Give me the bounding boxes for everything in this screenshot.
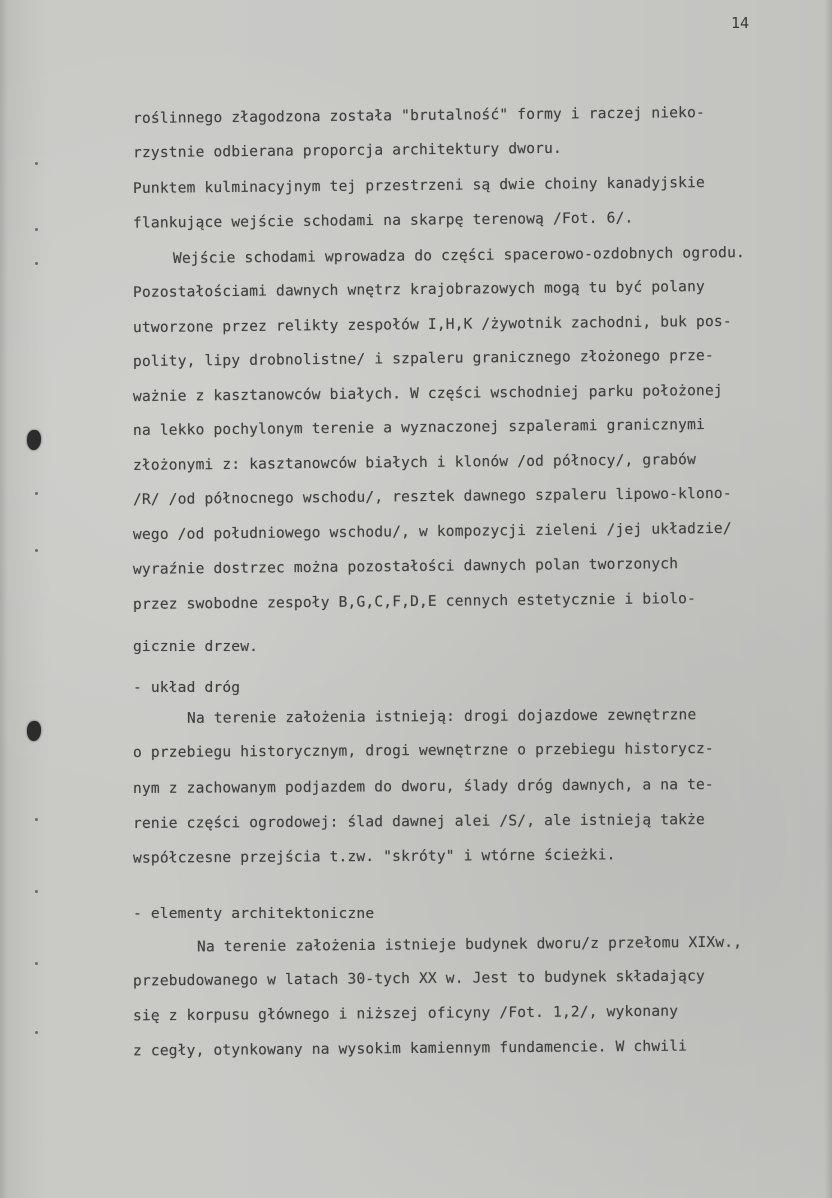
- text-line: roślinnego złagodzona została "brutalność" formy i raczej nieko-: [132, 104, 705, 127]
- section-heading: - układ dróg: [133, 679, 241, 696]
- text-line: z cegły, otynkowany na wysokim kamiennym fundamencie. W chwili: [132, 1037, 688, 1060]
- margin-speck: [35, 549, 38, 552]
- text-line: polity, lipy drobnolistne/ i szpaleru granicznego złożonego prze-: [132, 346, 714, 371]
- section-heading: - elementy architektoniczne: [133, 905, 375, 922]
- text-line: wyraźnie dostrzec można pozostałości dawnych polan tworzonych: [132, 555, 679, 578]
- punch-hole-lower: [27, 721, 41, 741]
- text-line: Pozostałościami dawnych wnętrz krajobrazowych mogą tu być polany: [132, 278, 705, 301]
- margin-speck: [35, 492, 38, 495]
- text-line: nym z zachowanym podjazdem do dworu, ślady dróg dawnych, a na te-: [132, 775, 714, 798]
- text-line: o przebiegu historycznym, drogi wewnętrzne o przebiegu historycz-: [132, 739, 714, 762]
- text-line: Punktem kulminacyjnym tej przestrzeni są dwie choiny kanadyjskie: [132, 174, 705, 197]
- text-line: /R/ /od północnego wschodu/, resztek dawnego szpaleru lipowo-klono-: [132, 484, 732, 509]
- margin-speck: [35, 818, 38, 821]
- page-number: 14: [731, 14, 750, 32]
- text-line: przebudowanego w latach 30-tych XX w. Jest to budynek składający: [132, 967, 705, 990]
- text-line: przez swobodne zespoły B,G,C,F,D,E cennych estetycznie i biolo-: [132, 590, 697, 613]
- left-page-edge: [0, 0, 8, 1198]
- text-line: wego /od południowego wschodu/, w kompozycji zieleni /jej układzie/: [132, 519, 732, 544]
- text-line: Na terenie założenia istnieją: drogi dojazdowe zewnętrzne: [186, 706, 697, 727]
- text-line: utworzone przez relikty zespołów I,H,K /żywotnik zachodni, buk pos-: [132, 312, 732, 337]
- text-line: gicznie drzew.: [133, 638, 259, 655]
- text-line: renie części ogrodowej: ślad dawnej alei /S/, ale istnieją także: [132, 811, 705, 832]
- text-line: flankujące wejście schodami na skarpę terenową /Fot. 6/.: [132, 209, 634, 232]
- text-line: na lekko pochylonym terenie a wyznaczonej szpalerami granicznymi: [132, 416, 705, 439]
- text-line: złożonymi z: kasztanowców białych i klonów /od północy/, grabów: [132, 451, 697, 474]
- right-page-edge: [824, 0, 832, 1198]
- text-line: rzystnie odbierana proporcja architektury dworu.: [132, 139, 563, 162]
- margin-speck: [35, 162, 38, 165]
- margin-speck: [35, 890, 38, 893]
- text-line: ważnie z kasztanowców białych. W części wschodniej parku położonej: [132, 381, 723, 406]
- margin-speck: [35, 262, 38, 265]
- margin-speck: [35, 1031, 38, 1034]
- text-line: się z korpusu głównego i niższej oficyny /Fot. 1,2/, wykonany: [132, 1002, 679, 1025]
- text-line: współczesne przejścia t.zw. "skróty" i wtórne ścieżki.: [132, 846, 616, 867]
- margin-speck: [35, 228, 38, 231]
- text-line: Wejście schodami wprowadza do części spacerowo-ozdobnych ogrodu.: [172, 244, 745, 267]
- text-line: Na terenie założenia istnieje budynek dworu/z przełomu XIXw.,: [196, 933, 743, 956]
- punch-hole-upper: [27, 430, 41, 450]
- margin-speck: [35, 962, 38, 965]
